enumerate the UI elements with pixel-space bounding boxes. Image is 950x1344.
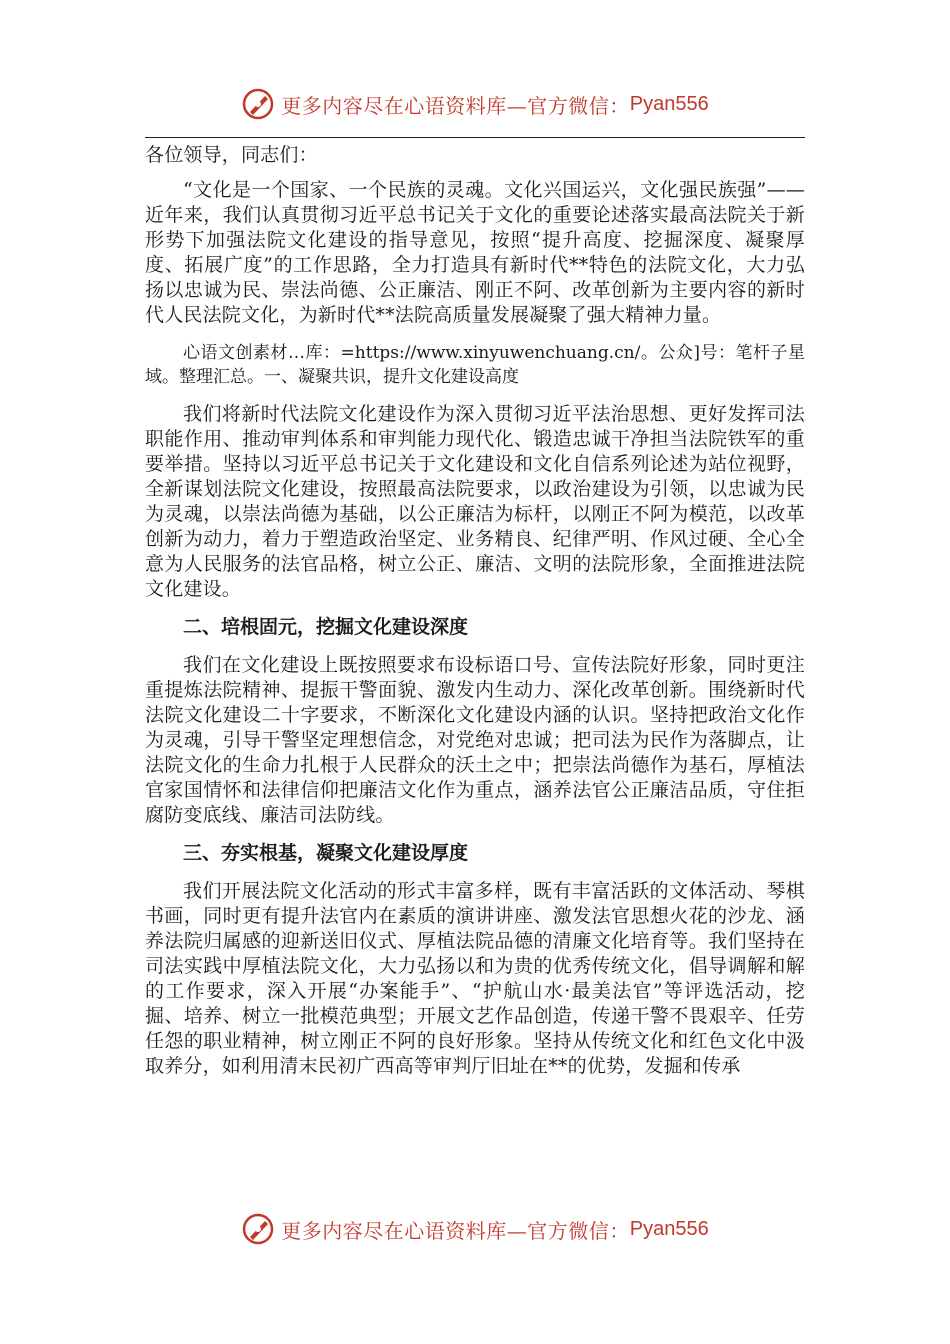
header-banner (0, 84, 950, 124)
paragraph-2: 心语文创素材…库：=https://www.xinyuwenchuang.cn/。公众]号：笔杆子星域。整理汇总。一、凝聚共识，提升文化建设高度 (145, 343, 805, 387)
paragraph-4: 我们在文化建设上既按照要求布设标语口号、宣传法院好形象，同时更注重提炼法院精神、提振干警面貌、激发内生动力、深化改革创新。围绕新时代法院文化建设二十字要求，不断深化文化建设内涵的认识。坚持把政治文化作为灵魂，引导干警坚定理想信念，对党绝对忠诚；把司法为民作为落脚点，让法院文化的生命力扎根于人民群众的沃土之中；把崇法尚德作为基石，厚植法官家国情怀和法律信仰把廉洁文化作为重点，涵养法官公正廉洁品质，守住拒腐防变底线、廉洁司法防线。 (145, 654, 805, 826)
banner-text: 更多内容尽在心语资料库—官方微信： (281, 1218, 630, 1243)
paragraph-5: 我们开展法院文化活动的形式丰富多样，既有丰富活跃的文体活动、琴棋书画，同时更有提升法官内在素质的演讲讲座、激发法官思想火花的沙龙、涵养法院归属感的迎新送旧仪式、厚植法院品德的清廉文化培育等。我们坚持在司法实践中厚植法院文化，大力弘扬以和为贵的优秀传统文化，倡导调解和解的工作要求，深入开展“办案能手”、“护航山水·最美法官”等评选活动，挖掘、培养、树立一批模范典型；开展文艺作品创造，传递干警不畏艰辛、任劳任怨的职业精神，树立刚正不阿的良好形象。坚持从传统文化和红色文化中汲取养分，如利用清末民初广西高等审判厅旧址在**的优势，发掘和传承 (145, 880, 805, 1077)
banner-handle: Pyan556 (629, 92, 709, 115)
header-rule (145, 137, 805, 138)
pen-logo-icon (241, 1212, 275, 1246)
paragraph-1: “文化是一个国家、一个民族的灵魂。文化兴国运兴，文化强民族强”——近年来，我们认真贯彻习近平总书记关于文化的重要论述落实最高法院关于新形势下加强法院文化建设的指导意见，按照“提升高度、挖掘深度、凝聚厚度、拓展广度”的工作思路，全力打造具有新时代**特色的法院文化，大力弘扬以忠诚为民、崇法尚德、公正廉洁、刚正不阿、改革创新为主要内容的新时代人民法院文化，为新时代**法院高质量发展凝聚了强大精神力量。 (145, 179, 805, 326)
document-body (145, 143, 805, 1079)
salutation: 各位领导，同志们： (145, 144, 318, 166)
heading-2: 二、培根固元，挖掘文化建设深度 (183, 616, 469, 638)
banner-handle: Pyan556 (629, 1217, 709, 1240)
banner-text: 更多内容尽在心语资料库—官方微信： (281, 93, 630, 118)
footer-banner (0, 1209, 950, 1249)
heading-3: 三、夯实根基，凝聚文化建设厚度 (183, 842, 469, 864)
pen-logo-icon (241, 87, 275, 121)
paragraph-3: 我们将新时代法院文化建设作为深入贯彻习近平法治思想、更好发挥司法职能作用、推动审判体系和审判能力现代化、锻造忠诚干净担当法院铁军的重要举措。坚持以习近平总书记关于文化建设和文化自信系列论述为站位视野，全新谋划法院文化建设，按照最高法院要求，以政治建设为引领，以忠诚为民为灵魂，以崇法尚德为基础，以公正廉洁为标杆，以刚正不阿为模范，以改革创新为动力，着力于塑造政治坚定、业务精良、纪律严明、作风过硬、全心全意为人民服务的法官品格，树立公正、廉洁、文明的法院形象，全面推进法院文化建设。 (145, 403, 805, 600)
